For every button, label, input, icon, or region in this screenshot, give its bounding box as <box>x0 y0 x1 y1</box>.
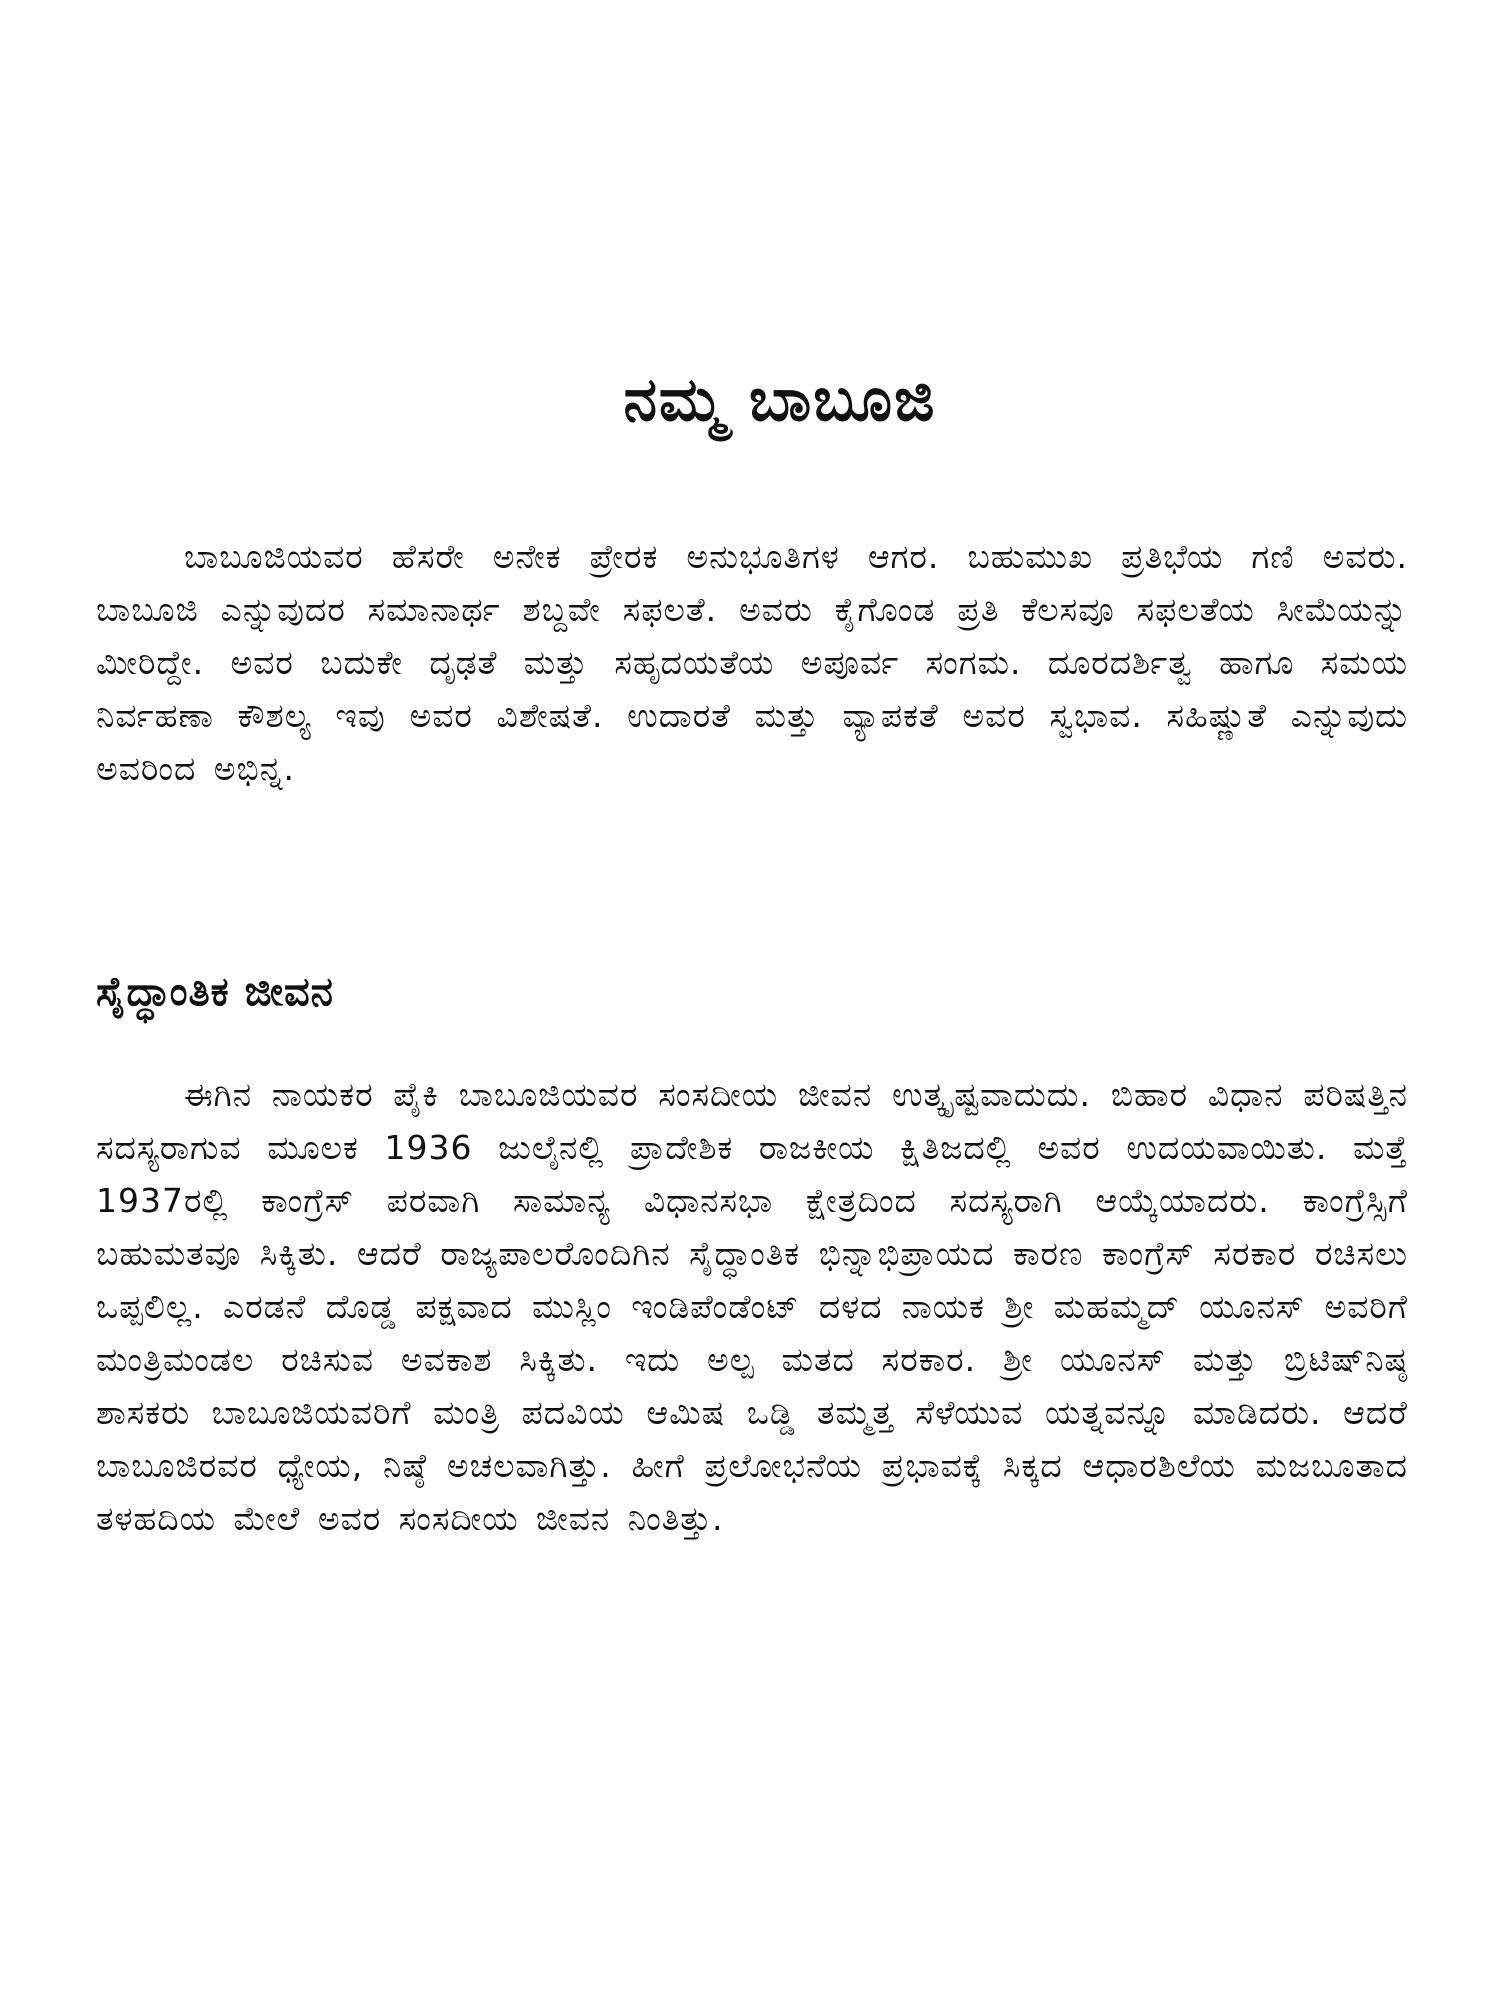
intro-paragraph: ಬಾಬೂಜಿಯವರ ಹೆಸರೇ ಅನೇಕ ಪ್ರೇರಕ ಅನುಭೂತಿಗಳ ಆಗರ. ಬಹುಮುಖ ಪ್ರತಿಭೆಯ ಗಣಿ ಅವರು. ಬಾಬೂಜಿ ಎನ್ನುವುದರ ಸಮಾನಾರ್ಥ ಶಬ್ದವೇ ಸಫಲತೆ. ಅವರು ಕೈಗೊಂಡ ಪ್ರತಿ ಕೆಲಸವೂ ಸಫಲತೆಯ ಸೀಮೆಯನ್ನು ಮೀರಿದ್ದೇ. ಅವರ ಬದುಕೇ ದೃಢತೆ ಮತ್ತು ಸಹೃದಯತೆಯ ಅಪೂರ್ವ ಸಂಗಮ. ದೂರದರ್ಶಿತ್ವ ಹಾಗೂ ಸಮಯ ನಿರ್ವಹಣಾ ಕೌಶಲ್ಯ ಇವು ಅವರ ವಿಶೇಷತೆ. ಉದಾರತೆ ಮತ್ತು ವ್ಯಾಪಕತೆ ಅವರ ಸ್ವಭಾವ. ಸಹಿಷ್ಣುತೆ ಎನ್ನುವುದು ಅವರಿಂದ ಅಭಿನ್ನ. <box>96 537 1408 788</box>
section-heading: ಸೈದ್ಧಾಂತಿಕ ಜೀವನ <box>96 969 334 1015</box>
section-paragraph: ಈಗಿನ ನಾಯಕರ ಪೈಕಿ ಬಾಬೂಜಿಯವರ ಸಂಸದೀಯ ಜೀವನ ಉತ್ಕೃಷ್ಟವಾದುದು. ಬಿಹಾರ ವಿಧಾನ ಪರಿಷತ್ತಿನ ಸದಸ್ಯರಾಗುವ ಮೂಲಕ 1936 ಜುಲೈನಲ್ಲಿ ಪ್ರಾದೇಶಿಕ ರಾಜಕೀಯ ಕ್ಷಿತಿಜದಲ್ಲಿ ಅವರ ಉದಯವಾಯಿತು. ಮತ್ತೆ 1937ರಲ್ಲಿ ಕಾಂಗ್ರೆಸ್ ಪರವಾಗಿ ಸಾಮಾನ್ಯ ವಿಧಾನಸಭಾ ಕ್ಷೇತ್ರದಿಂದ ಸದಸ್ಯರಾಗಿ ಆಯ್ಕೆಯಾದರು. ಕಾಂಗ್ರೆಸ್ಸಿಗೆ ಬಹುಮತವೂ ಸಿಕ್ಕಿತು. ಆದರೆ ರಾಜ್ಯಪಾಲರೊಂದಿಗಿನ ಸೈದ್ಧಾಂತಿಕ ಭಿನ್ನಾಭಿಪ್ರಾಯದ ಕಾರಣ ಕಾಂಗ್ರೆಸ್ ಸರಕಾರ ರಚಿಸಲು ಒಪ್ಪಲಿಲ್ಲ. ಎರಡನೆ ದೊಡ್ಡ ಪಕ್ಷವಾದ ಮುಸ್ಲಿಂ ಇಂಡಿಪೆಂಡೆಂಟ್ ದಳದ ನಾಯಕ ಶ್ರೀ ಮಹಮ್ಮದ್ ಯೂನಸ್ ಅವರಿಗೆ ಮಂತ್ರಿಮಂಡಲ ರಚಿಸುವ ಅವಕಾಶ ಸಿಕ್ಕಿತು. ಇದು ಅಲ್ಪ ಮತದ ಸರಕಾರ. ಶ್ರೀ ಯೂನಸ್ ಮತ್ತು ಬ್ರಿಟಿಷ್‌ನಿಷ್ಠ ಶಾಸಕರು ಬಾಬೂಜಿಯವರಿಗೆ ಮಂತ್ರಿ ಪದವಿಯ ಆಮಿಷ ಒಡ್ಡಿ ತಮ್ಮತ್ತ ಸೆಳೆಯುವ ಯತ್ನವನ್ನೂ ಮಾಡಿದರು. ಆದರೆ ಬಾಬೂಜಿರವರ ಧ್ಯೇಯ, ನಿಷ್ಠೆ ಅಚಲವಾಗಿತ್ತು. ಹೀಗೆ ಪ್ರಲೋಭನೆಯ ಪ್ರಭಾವಕ್ಕೆ ಸಿಕ್ಕದ ಆಧಾರಶಿಲೆಯ ಮಜಬೂತಾದ ತಳಹದಿಯ ಮೇಲೆ ಅವರ ಸಂಸದೀಯ ಜೀವನ ನಿಂತಿತ್ತು. <box>96 1075 1408 1538</box>
page-title: ನಮ್ಮ ಬಾಬೂಜಿ <box>623 365 937 435</box>
